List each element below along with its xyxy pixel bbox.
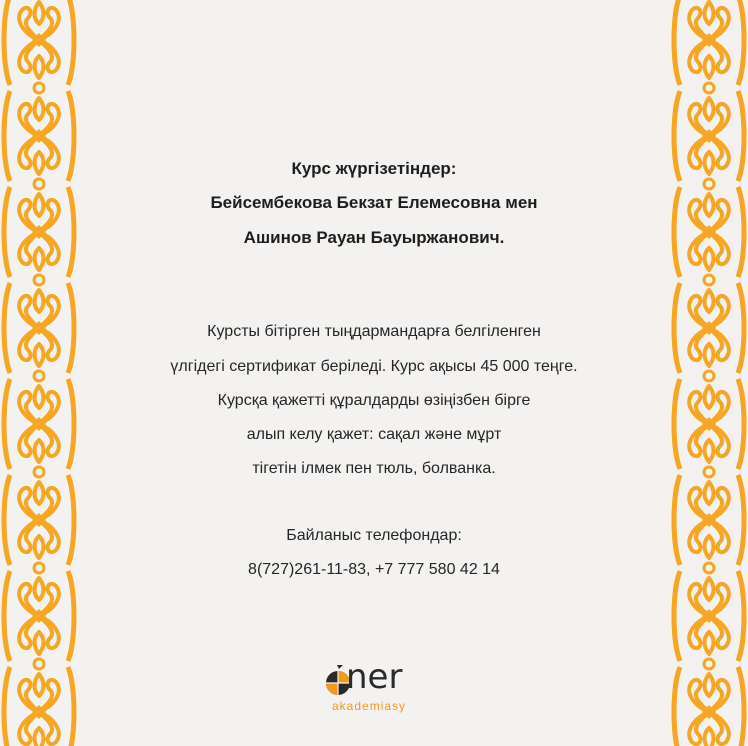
ornament-motif bbox=[4, 187, 74, 285]
logo-wordmark: ner bbox=[346, 657, 403, 697]
oner-academy-logo bbox=[318, 658, 428, 718]
instructor-name-2: Ашинов Рауан Бауыржанович. bbox=[243, 228, 505, 247]
ornament-motif bbox=[674, 283, 744, 381]
ornament-motif bbox=[674, 571, 744, 669]
ornament-motif bbox=[674, 91, 744, 189]
ornament-motif bbox=[4, 571, 74, 669]
info-line-4: алып келу қажет: сақал және мұрт bbox=[246, 426, 502, 443]
logo-subtitle: akademiasy bbox=[332, 699, 407, 713]
ornament-motif bbox=[4, 283, 74, 381]
ornament-motif bbox=[674, 475, 744, 573]
contacts-phones: 8(727)261-11-83, +7 777 580 42 14 bbox=[248, 561, 500, 578]
ornament-motif bbox=[674, 187, 744, 285]
ornament-motif bbox=[4, 475, 74, 573]
info-line-2: үлгідегі сертификат беріледі. Курс ақысы 45 000 теңге. bbox=[170, 358, 578, 375]
ornament-motif bbox=[674, 667, 744, 746]
ornament-motif bbox=[4, 91, 74, 189]
main-content bbox=[90, 0, 658, 746]
instructors-heading: Курс жүргізетіндер: bbox=[291, 159, 457, 178]
ornament-border-right bbox=[670, 0, 748, 746]
contacts-label: Байланыс телефондар: bbox=[286, 527, 462, 544]
instructor-name-1: Бейсембекова Бекзат Елемесовна мен bbox=[210, 193, 538, 212]
ornament-motif bbox=[674, 379, 744, 477]
ornament-motif bbox=[4, 0, 74, 93]
info-line-3: Курсқа қажетті құралдарды өзіңізбен бірге bbox=[217, 392, 531, 409]
ornament-border-left bbox=[0, 0, 78, 746]
ornament-motif bbox=[674, 0, 744, 93]
info-line-5: тігетін ілмек пен тюль, болванка. bbox=[252, 460, 496, 477]
info-line-1: Курсты бітірген тыңдармандарға белгіленген bbox=[207, 323, 541, 340]
ornament-motif bbox=[4, 379, 74, 477]
ornament-motif bbox=[4, 667, 74, 746]
